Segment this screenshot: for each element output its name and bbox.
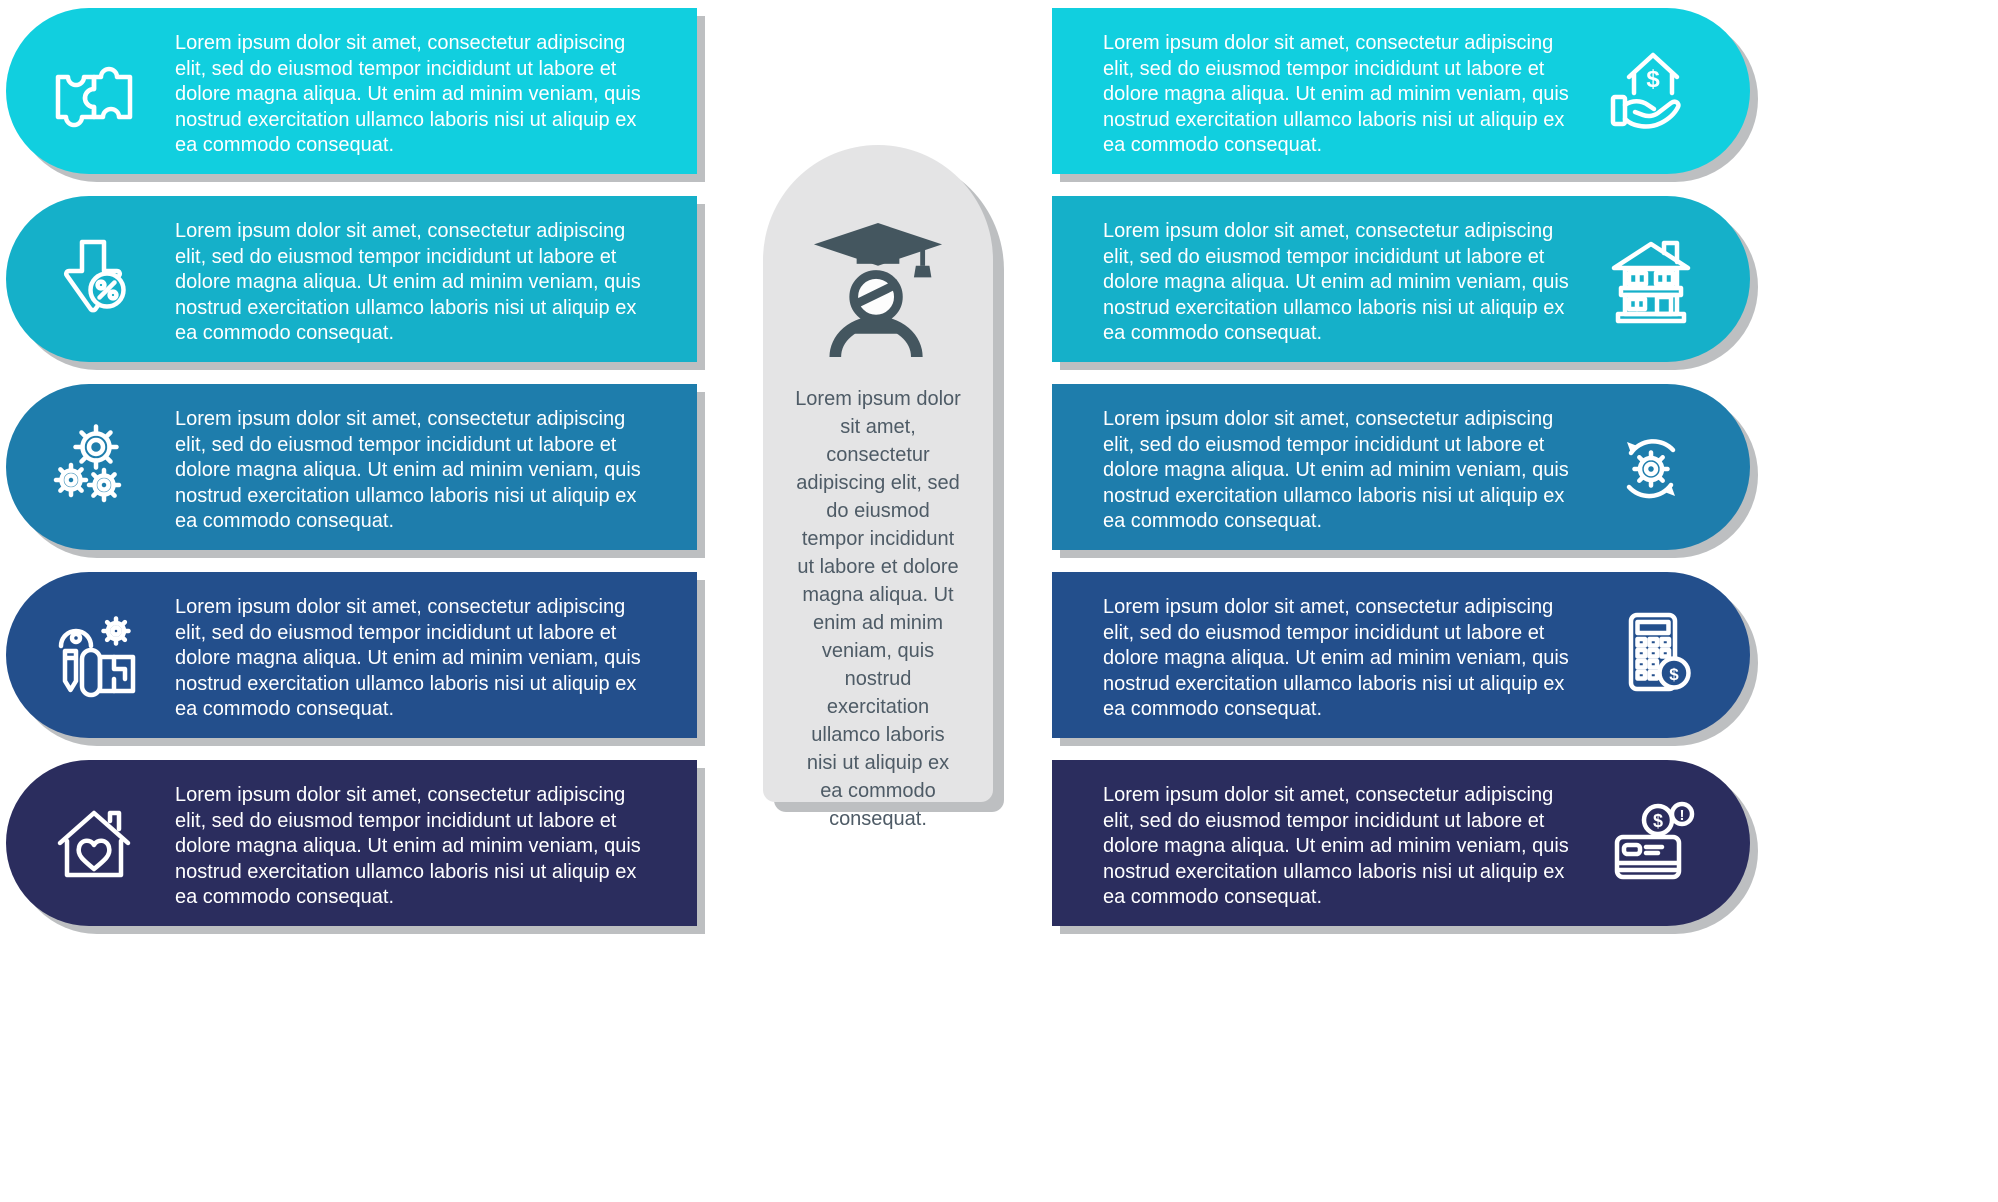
banner-text: Lorem ipsum dolor sit amet, consectetur adipiscing elit, sed do eiusmod tempor incididunt ut labore et dolore magna aliqua. Ut enim ad minim veniam, quis nostrud exercitation ullamco laboris nisi ut aliquip ex ea commodo consequat.: [175, 596, 641, 721]
right-banner-4: [1052, 572, 1750, 738]
banner-text: Lorem ipsum dolor sit amet, consectetur adipiscing elit, sed do eiusmod tempor incididunt ut labore et dolore magna aliqua. Ut enim ad minim veniam, quis nostrud exercitation ullamco laboris nisi ut aliquip ex ea commodo consequat.: [175, 32, 641, 157]
dollar-glyph: $: [1652, 811, 1663, 831]
discount-arrow-icon: [42, 228, 145, 331]
sync-gear-icon: [1599, 416, 1702, 519]
center-text: Lorem ipsum dolor sit amet, consectetur adipiscing elit, sed do eiusmod tempor incididunt ut labore et dolore magna aliqua. Ut enim ad minim veniam, quis nostrud exercitation ullamco laboris nisi ut aliquip ex ea commodo consequat.: [795, 388, 961, 830]
banner-text: Lorem ipsum dolor sit amet, consectetur adipiscing elit, sed do eiusmod tempor incididunt ut labore et dolore magna aliqua. Ut enim ad minim veniam, quis nostrud exercitation ullamco laboris nisi ut aliquip ex ea commodo consequat.: [175, 220, 641, 345]
credit-card-alert-icon: [1599, 792, 1702, 895]
mortgage-house-icon: [1599, 40, 1702, 143]
right-banner-2: [1052, 196, 1750, 362]
banner-text: Lorem ipsum dolor sit amet, consectetur adipiscing elit, sed do eiusmod tempor incididunt ut labore et dolore magna aliqua. Ut enim ad minim veniam, quis nostrud exercitation ullamco laboris nisi ut aliquip ex ea commodo consequat.: [1103, 596, 1569, 721]
right-banner-5: [1052, 760, 1750, 926]
dollar-glyph: $: [1668, 665, 1679, 684]
left-banner-5: [6, 760, 697, 926]
exclamation-glyph: !: [1679, 807, 1684, 824]
left-banner-4: [6, 572, 697, 738]
center-panel: [763, 145, 993, 830]
graduate-icon: [812, 221, 944, 361]
calculator-icon: [1599, 604, 1702, 707]
banner-text: Lorem ipsum dolor sit amet, consectetur adipiscing elit, sed do eiusmod tempor incididunt ut labore et dolore magna aliqua. Ut enim ad minim veniam, quis nostrud exercitation ullamco laboris nisi ut aliquip ex ea commodo consequat.: [1103, 220, 1569, 345]
house-heart-icon: [42, 792, 145, 895]
right-banner-1: [1052, 8, 1750, 174]
left-banner-3: [6, 384, 697, 550]
two-story-house-icon: [1599, 228, 1702, 331]
banner-text: Lorem ipsum dolor sit amet, consectetur adipiscing elit, sed do eiusmod tempor incididunt ut labore et dolore magna aliqua. Ut enim ad minim veniam, quis nostrud exercitation ullamco laboris nisi ut aliquip ex ea commodo consequat.: [1103, 32, 1569, 157]
banner-text: Lorem ipsum dolor sit amet, consectetur adipiscing elit, sed do eiusmod tempor incididunt ut labore et dolore magna aliqua. Ut enim ad minim veniam, quis nostrud exercitation ullamco laboris nisi ut aliquip ex ea commodo consequat.: [1103, 784, 1569, 909]
left-banner-2: [6, 196, 697, 362]
puzzle-icon: [42, 40, 145, 143]
dollar-glyph: $: [1645, 66, 1660, 93]
banner-text: Lorem ipsum dolor sit amet, consectetur adipiscing elit, sed do eiusmod tempor incididunt ut labore et dolore magna aliqua. Ut enim ad minim veniam, quis nostrud exercitation ullamco laboris nisi ut aliquip ex ea commodo consequat.: [175, 408, 641, 533]
gears-icon: [42, 416, 145, 519]
banner-text: Lorem ipsum dolor sit amet, consectetur adipiscing elit, sed do eiusmod tempor incididunt ut labore et dolore magna aliqua. Ut enim ad minim veniam, quis nostrud exercitation ullamco laboris nisi ut aliquip ex ea commodo consequat.: [1103, 408, 1569, 533]
banner-text: Lorem ipsum dolor sit amet, consectetur adipiscing elit, sed do eiusmod tempor incididunt ut labore et dolore magna aliqua. Ut enim ad minim veniam, quis nostrud exercitation ullamco laboris nisi ut aliquip ex ea commodo consequat.: [175, 784, 641, 909]
blueprint-icon: [42, 604, 145, 707]
right-banner-3: [1052, 384, 1750, 550]
left-banner-1: [6, 8, 697, 174]
